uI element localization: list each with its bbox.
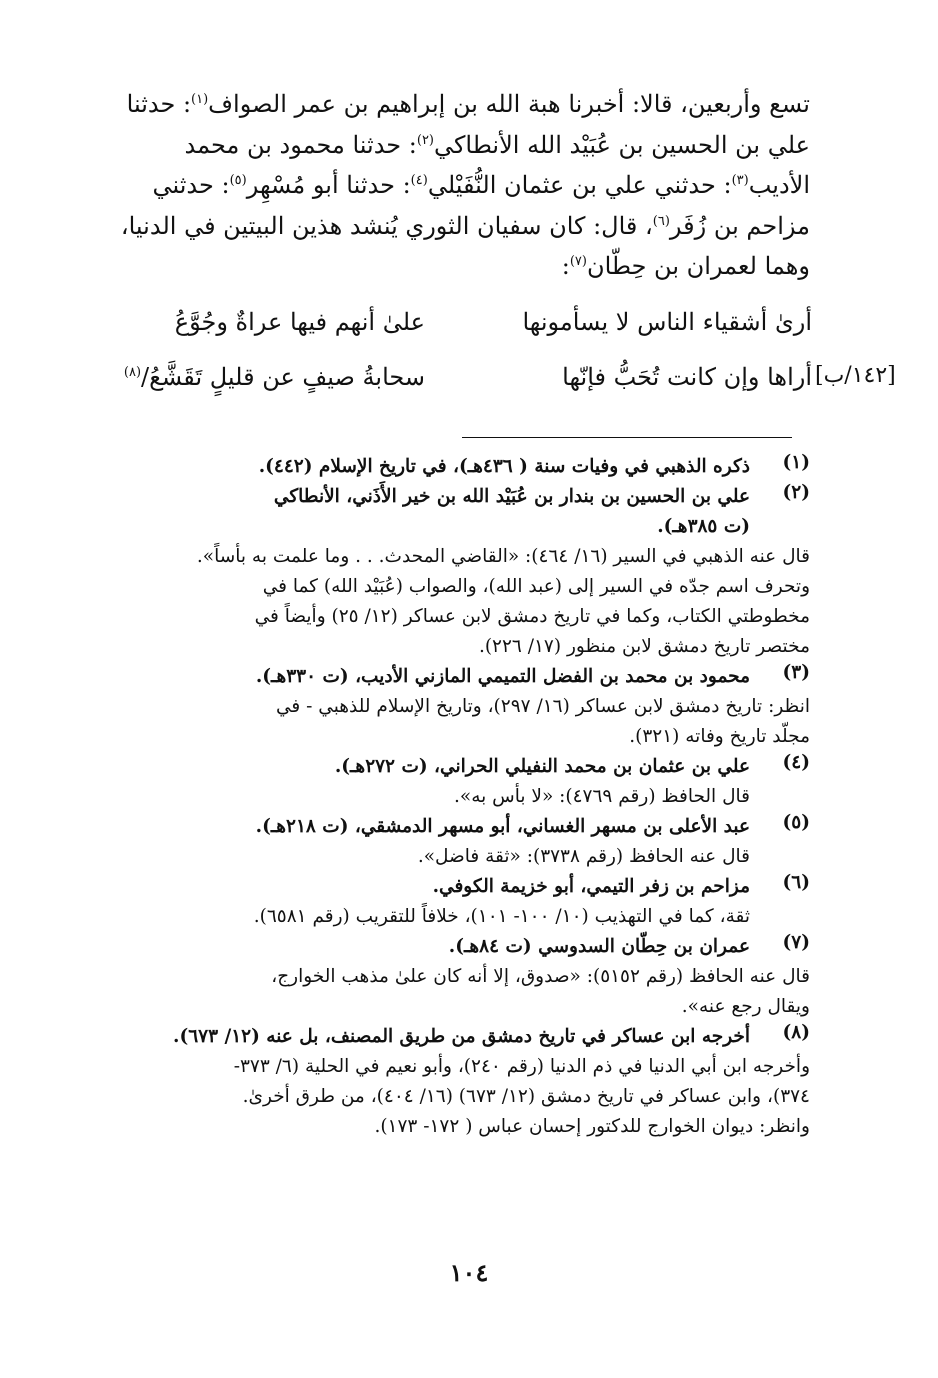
verse-1-first-hemistich: أرىٰ أشقياء الناس لا يسأمونها <box>522 308 812 336</box>
footnote-number: (٢) <box>782 482 810 503</box>
text-line: مزاحم بن زُفَر$^{(٦)}$، قال: كان سفيان الثوري يُنشد هذين البيتين في الدنيا، <box>120 211 810 240</box>
page-number: ١٠٤ <box>449 1258 489 1287</box>
footnote-ref: (٦) <box>652 213 670 229</box>
footnotes <box>100 452 810 1142</box>
footnote-ref: (٤) <box>410 173 428 188</box>
footnote-7: (٧) عمران بن حِطّان السدوسي (ت ٨٤هـ). قال عنه الحافظ (رقم ٥١٥٢): «صدوق، إلا أنه كان علىٰ مذهب الخوارج، ويقال رجع عنه». <box>271 932 810 1017</box>
footnote-number: (٤) <box>782 752 810 773</box>
manuscript-folio-marker: [١٤٢/ب] <box>815 363 896 388</box>
verse-2-first-hemistich: أراها وإن كانت تُحَبُّ فإنّها <box>562 363 812 391</box>
footnote-ref: (٢) <box>416 132 434 148</box>
verse-2-second-hemistich: سحابةُ صيفٍ عن قليلٍ تَقَشَّعُ/$^{(٨)}$ <box>123 363 425 391</box>
footnote-number: (٣) <box>782 662 810 683</box>
footnote-number: (٦) <box>782 872 810 893</box>
footnote-number: (٨) <box>782 1022 810 1043</box>
text-line: وهما لعمران بن حِطّان$^{(٧)}$: <box>561 252 810 280</box>
footnote-6: (٦) مزاحم بن زفر التيمي، أبو خزيمة الكوفي. ثقة، كما في التهذيب (١٠/ ١٠٠- ١٠١)، خلافاً للتقريب (رقم ٦٥٨١). <box>253 872 810 927</box>
verse-1-second-hemistich: علىٰ أنهم فيها عراةٌ وجُوَّعُ <box>174 308 425 336</box>
text-line: الأديب$^{(٣)}$: حدثني علي بن عثمان النُّفَيْلي$^{(٤)}$: حدثنا أبو مُسْهِر$^{(٥)}$: حدثني <box>152 171 810 199</box>
footnote-3: (٣) محمود بن محمد بن الفضل التميمي المازني الأديب، (ت ٣٣٠هـ). انظر: تاريخ دمشق لابن عساكر (١٦/ ٢٩٧)، وتاريخ الإسلام للذهبي - في مجلّد تاريخ وفاته (٣٢١). <box>255 662 810 747</box>
footnote-number: (١) <box>782 452 810 473</box>
main-text <box>100 84 810 287</box>
footnote-ref: (٥) <box>229 173 247 188</box>
footnote-number: (٧) <box>782 932 810 953</box>
footnote-4: (٤) علي بن عثمان بن محمد النفيلي الحراني، (ت ٢٧٢هـ). قال الحافظ (رقم ٤٧٦٩): «لا بأس به». <box>334 752 810 807</box>
footnote-ref: (٣) <box>731 173 749 188</box>
text-line: تسع وأربعين، قالا: أخبرنا هبة الله بن إبراهيم بن عمر الصواف$^{(١)}$: حدثنا <box>126 90 810 118</box>
footnote-ref: (٨) <box>123 365 142 380</box>
footnote-5: (٥) عبد الأعلى بن مسهر الغساني، أبو مسهر الدمشقي، (ت ٢١٨هـ). قال عنه الحافظ (رقم ٣٧٣٨): «ثقة فاضل». <box>255 812 810 867</box>
footnote-1: (١) ذكره الذهبي في وفيات سنة ( ٤٣٦هـ)، في تاريخ الإسلام (٤٤٢). <box>258 452 810 477</box>
footnote-ref: (١) <box>191 92 209 107</box>
footnote-8: (٨) أخرجه ابن عساكر في تاريخ دمشق من طريق المصنف، بل عنه (١٢/ ٦٧٣). وأخرجه ابن أبي الدنيا في ذم الدنيا (رقم ٢٤٠)، وأبو نعيم في الحلية (٦/ ٣٧٣- ٣٧٤)، وابن عساكر في تاريخ دمشق (١٢/ ٦٧٣) (١٦/ ٤٠٤)، من طرق أخرىٰ. وانظر: ديوان الخوارج للدكتور إحسان عباس ( ١٧٢- ١٧٣). <box>173 1022 810 1137</box>
footnote-2: (٢) علي بن الحسين بن بندار بن عُبَيْد الله بن خير الأَذَني، الأنطاكي (ت ٣٨٥هـ). قال عنه الذهبي في السير (١٦/ ٤٦٤): «القاضي المحدث. . . وما علمت به بأساً». وتحرف اسم جدّه في السير إلى (عبد الله)، والصواب (عُبَيْد الله) كما في مخطوطتي الكتاب، وكما في تاريخ دمشق لابن عساكر (١٢/ ٢٥) وأيضاً في مختصر تاريخ دمشق لابن منظور (١٧/ ٢٢٦). <box>196 482 810 657</box>
footnote-number: (٥) <box>782 812 810 833</box>
text-line: علي بن الحسين بن عُبَيْد الله الأنطاكي$^{(٢)}$: حدثنا محمود بن محمد <box>184 130 810 159</box>
footnote-separator <box>462 437 792 438</box>
footnote-ref: (٧) <box>569 254 587 269</box>
